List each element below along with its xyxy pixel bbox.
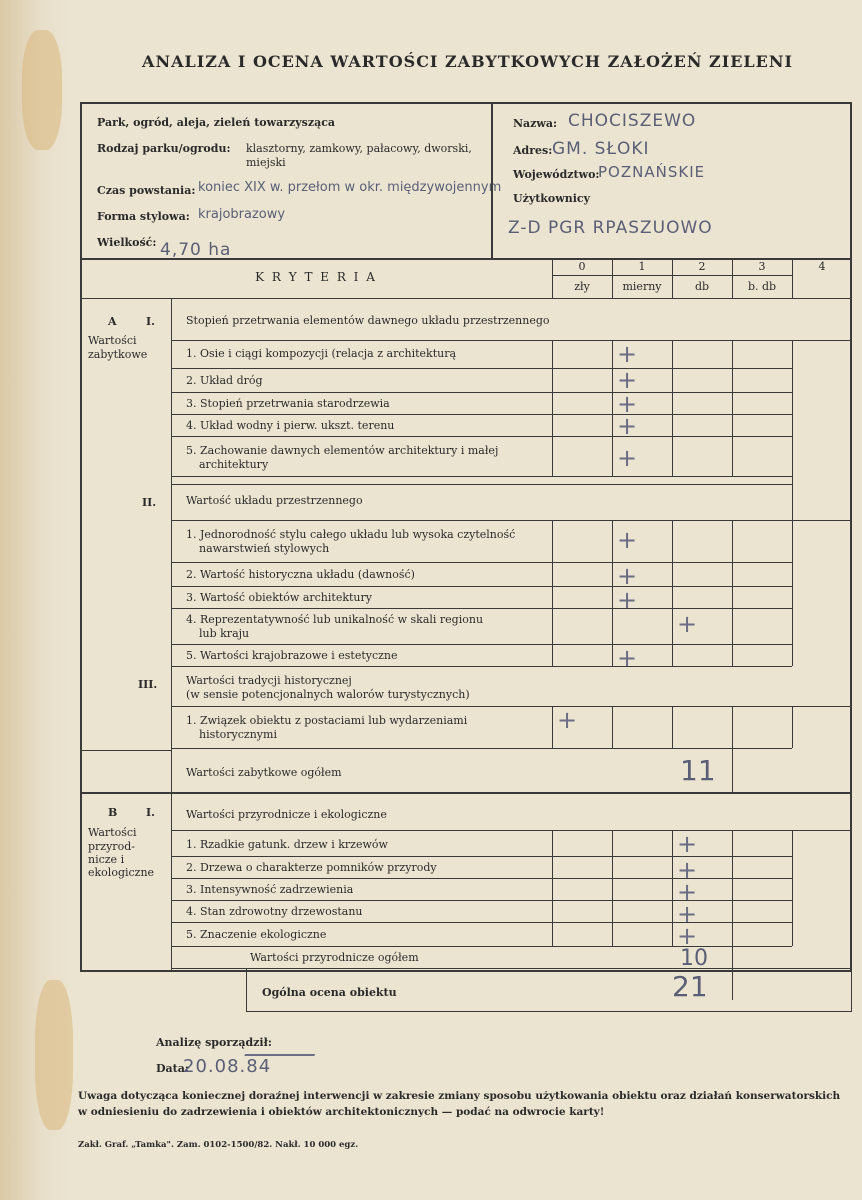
col-line bbox=[552, 340, 553, 476]
col-0-label: zły bbox=[574, 280, 590, 293]
form-title: ANALIZA I OCENA WARTOŚCI ZABYTKOWYCH ZAŁOŻEŃ ZIELENI bbox=[142, 52, 793, 71]
col-line bbox=[672, 340, 673, 476]
section-a-letter: A bbox=[108, 315, 117, 328]
criteria-title: K R Y T E R I A bbox=[255, 270, 377, 284]
group-heading-a2: Wartość układu przestrzennego bbox=[186, 494, 363, 507]
group-heading-a1: Stopień przetrwania elementów dawnego układu przestrzennego bbox=[186, 314, 550, 327]
check-mark: + bbox=[676, 856, 698, 884]
check-mark: + bbox=[616, 340, 638, 368]
kind-options: klasztorny, zamkowy, pałacowy, dworski, bbox=[246, 142, 472, 155]
paper-stain bbox=[35, 980, 73, 1130]
check-mark: + bbox=[616, 526, 638, 554]
col-2-num: 2 bbox=[698, 260, 706, 273]
col-line bbox=[672, 520, 673, 666]
row-label: 4. Stan zdrowotny drzewostanu bbox=[186, 905, 363, 918]
address-label: Adres: bbox=[513, 144, 553, 157]
row-label: 1. Rzadkie gatunk. drzew i krzewów bbox=[186, 838, 388, 851]
historic-total-value: 11 bbox=[680, 754, 716, 787]
group-heading-a3: Wartości tradycji historycznej bbox=[186, 674, 352, 687]
row-label-cont: architektury bbox=[199, 458, 269, 471]
overall-value: 21 bbox=[672, 970, 708, 1003]
style-value: krajobrazowy bbox=[198, 207, 286, 222]
kind-label: Rodzaj parku/ogrodu: bbox=[97, 142, 231, 155]
row-label: 1. Związek obiektu z postaciami lub wydarzeniami bbox=[186, 714, 468, 727]
voivodeship-label: Województwo: bbox=[513, 168, 600, 181]
col-line bbox=[732, 520, 733, 666]
section-b-name-4: ekologiczne bbox=[88, 866, 155, 879]
analysis-label: Analizę sporządził: bbox=[156, 1036, 272, 1049]
col-2-label: db bbox=[694, 280, 710, 293]
col-0-num: 0 bbox=[578, 260, 586, 273]
row-rule bbox=[172, 586, 792, 587]
check-mark: + bbox=[616, 444, 638, 472]
check-mark: + bbox=[616, 644, 638, 672]
col-1-num: 1 bbox=[638, 260, 646, 273]
overall-label: Ogólna ocena obiektu bbox=[262, 986, 397, 999]
col-line bbox=[612, 258, 613, 298]
size-label: Wielkość: bbox=[97, 236, 157, 249]
row-rule bbox=[172, 644, 792, 645]
note-line-2: w odniesieniu do zadrzewienia i obiektów architektonicznych — podać na odwrocie karty! bbox=[78, 1106, 605, 1118]
row-rule bbox=[172, 562, 792, 563]
nature-total-value: 10 bbox=[680, 946, 708, 971]
col-3-num: 3 bbox=[758, 260, 766, 273]
row-rule bbox=[172, 476, 792, 477]
section-a-roman-2: II. bbox=[142, 496, 157, 509]
row-label-cont: lub kraju bbox=[199, 627, 250, 640]
row-rule bbox=[172, 520, 852, 521]
row-label: 5. Zachowanie dawnych elementów architektury i małej bbox=[186, 444, 499, 457]
row-label: 2. Wartość historyczna układu (dawność) bbox=[186, 568, 415, 581]
section-b-letter: B bbox=[108, 806, 118, 819]
date-label: Data: bbox=[156, 1062, 189, 1075]
check-mark: + bbox=[676, 878, 698, 906]
row-rule bbox=[172, 414, 792, 415]
time-value: koniec XIX w. przełom w okr. międzywojennym bbox=[198, 180, 502, 195]
row-label: 1. Jednorodność stylu całego układu lub wysoka czytelność bbox=[186, 528, 516, 541]
paper-stain bbox=[22, 30, 62, 150]
col-line bbox=[792, 258, 793, 298]
user-label: Użytkownicy bbox=[513, 192, 591, 205]
header-divider bbox=[491, 102, 493, 258]
user-value: Z-D PGR RPASZUOWO bbox=[508, 218, 713, 238]
row-rule bbox=[172, 666, 792, 667]
col-line bbox=[672, 258, 673, 298]
style-label: Forma stylowa: bbox=[97, 210, 190, 223]
section-a-name-2: zabytkowe bbox=[88, 348, 148, 361]
col-line bbox=[732, 340, 733, 476]
check-mark: + bbox=[676, 610, 698, 638]
row-rule bbox=[172, 830, 852, 831]
row-label: 1. Osie i ciągi kompozycji (relacja z architekturą bbox=[186, 347, 457, 360]
row-rule bbox=[172, 392, 792, 393]
col-line bbox=[732, 830, 733, 946]
check-mark: + bbox=[616, 562, 638, 590]
col-4-num: 4 bbox=[818, 260, 826, 273]
row-label: 3. Wartość obiektów architektury bbox=[186, 591, 372, 604]
signature bbox=[244, 1014, 329, 1056]
row-label: 3. Stopień przetrwania starodrzewia bbox=[186, 397, 390, 410]
criteria-header-rule bbox=[80, 298, 852, 299]
section-b-name-1: Wartości bbox=[88, 826, 137, 839]
col-3-label: b. db bbox=[747, 280, 777, 293]
row-rule bbox=[172, 368, 792, 369]
check-mark: + bbox=[676, 900, 698, 928]
printer-imprint: Zakł. Graf. „Tamka". Zam. 0102-1500/82. Nakł. 10 000 egz. bbox=[78, 1140, 359, 1150]
category-column-line bbox=[171, 298, 172, 972]
section-a-roman-3: III. bbox=[138, 678, 158, 691]
section-b-name-3: nicze i bbox=[88, 853, 125, 866]
row-label: 2. Drzewa o charakterze pomników przyrody bbox=[186, 861, 437, 874]
row-label-cont: nawarstwień stylowych bbox=[199, 542, 330, 555]
time-label: Czas powstania: bbox=[97, 184, 196, 197]
row-rule bbox=[172, 436, 792, 437]
col-line bbox=[732, 706, 733, 792]
row-rule bbox=[172, 748, 792, 749]
col-line bbox=[612, 830, 613, 946]
name-value: CHOCISZEWO bbox=[568, 111, 697, 131]
date-value: 20.08.84 bbox=[183, 1056, 272, 1077]
row-label: 4. Reprezentatywność lub unikalność w skali regionu bbox=[186, 613, 484, 626]
col-line bbox=[552, 830, 553, 946]
group-heading-a3-sub: (w sensie potencjonalnych walorów turystycznych) bbox=[186, 688, 470, 701]
row-label: 4. Układ wodny i pierw. ukszt. terenu bbox=[186, 419, 395, 432]
check-mark: + bbox=[556, 706, 578, 734]
row-label: 3. Intensywność zadrzewienia bbox=[186, 883, 354, 896]
section-b-roman-1: I. bbox=[146, 806, 155, 819]
size-value: 4,70 ha bbox=[160, 240, 232, 260]
check-mark: + bbox=[616, 390, 638, 418]
check-mark: + bbox=[616, 586, 638, 614]
check-mark: + bbox=[676, 922, 698, 950]
note-line-1: Uwaga dotycząca koniecznej doraźnej interwencji w zakresie zmiany sposobu użytkowania obiektu oraz działań konserwatorskich bbox=[78, 1090, 841, 1102]
row-rule bbox=[172, 608, 792, 609]
row-label: 2. Układ dróg bbox=[186, 374, 263, 387]
check-mark: + bbox=[616, 412, 638, 440]
row-rule bbox=[172, 340, 852, 341]
kind-options-2: miejski bbox=[246, 156, 286, 169]
check-mark: + bbox=[616, 366, 638, 394]
col-line bbox=[792, 830, 793, 946]
group-heading-b1: Wartości przyrodnicze i ekologiczne bbox=[186, 808, 387, 821]
col-line bbox=[612, 706, 613, 748]
col-line bbox=[672, 706, 673, 748]
row-rule bbox=[172, 706, 852, 707]
col-line bbox=[732, 258, 733, 298]
section-b-name-2: przyrod- bbox=[88, 840, 135, 853]
row-label: 5. Znaczenie ekologiczne bbox=[186, 928, 327, 941]
row-label-cont: historycznymi bbox=[199, 728, 277, 741]
col-1-label: mierny bbox=[622, 280, 662, 293]
check-mark: + bbox=[676, 830, 698, 858]
row-rule bbox=[172, 856, 792, 857]
col-line bbox=[792, 340, 793, 666]
col-line bbox=[552, 520, 553, 666]
historic-total-label: Wartości zabytkowe ogółem bbox=[186, 766, 342, 779]
nature-total-label: Wartości przyrodnicze ogółem bbox=[250, 951, 419, 964]
row-label: 5. Wartości krajobrazowe i estetyczne bbox=[186, 649, 398, 662]
park-type-label: Park, ogród, aleja, zieleń towarzysząca bbox=[97, 116, 336, 129]
section-a-roman-1: I. bbox=[146, 315, 155, 328]
col-line bbox=[792, 706, 793, 748]
voivodeship-value: POZNAŃSKIE bbox=[598, 163, 706, 181]
col-line bbox=[552, 258, 553, 298]
section-b-rule bbox=[80, 792, 852, 794]
section-a-name-1: Wartości bbox=[88, 334, 137, 347]
name-label: Nazwa: bbox=[513, 117, 558, 130]
address-value: GM. SŁOKI bbox=[552, 139, 650, 159]
row-rule bbox=[172, 484, 792, 485]
category-rule bbox=[80, 750, 172, 751]
